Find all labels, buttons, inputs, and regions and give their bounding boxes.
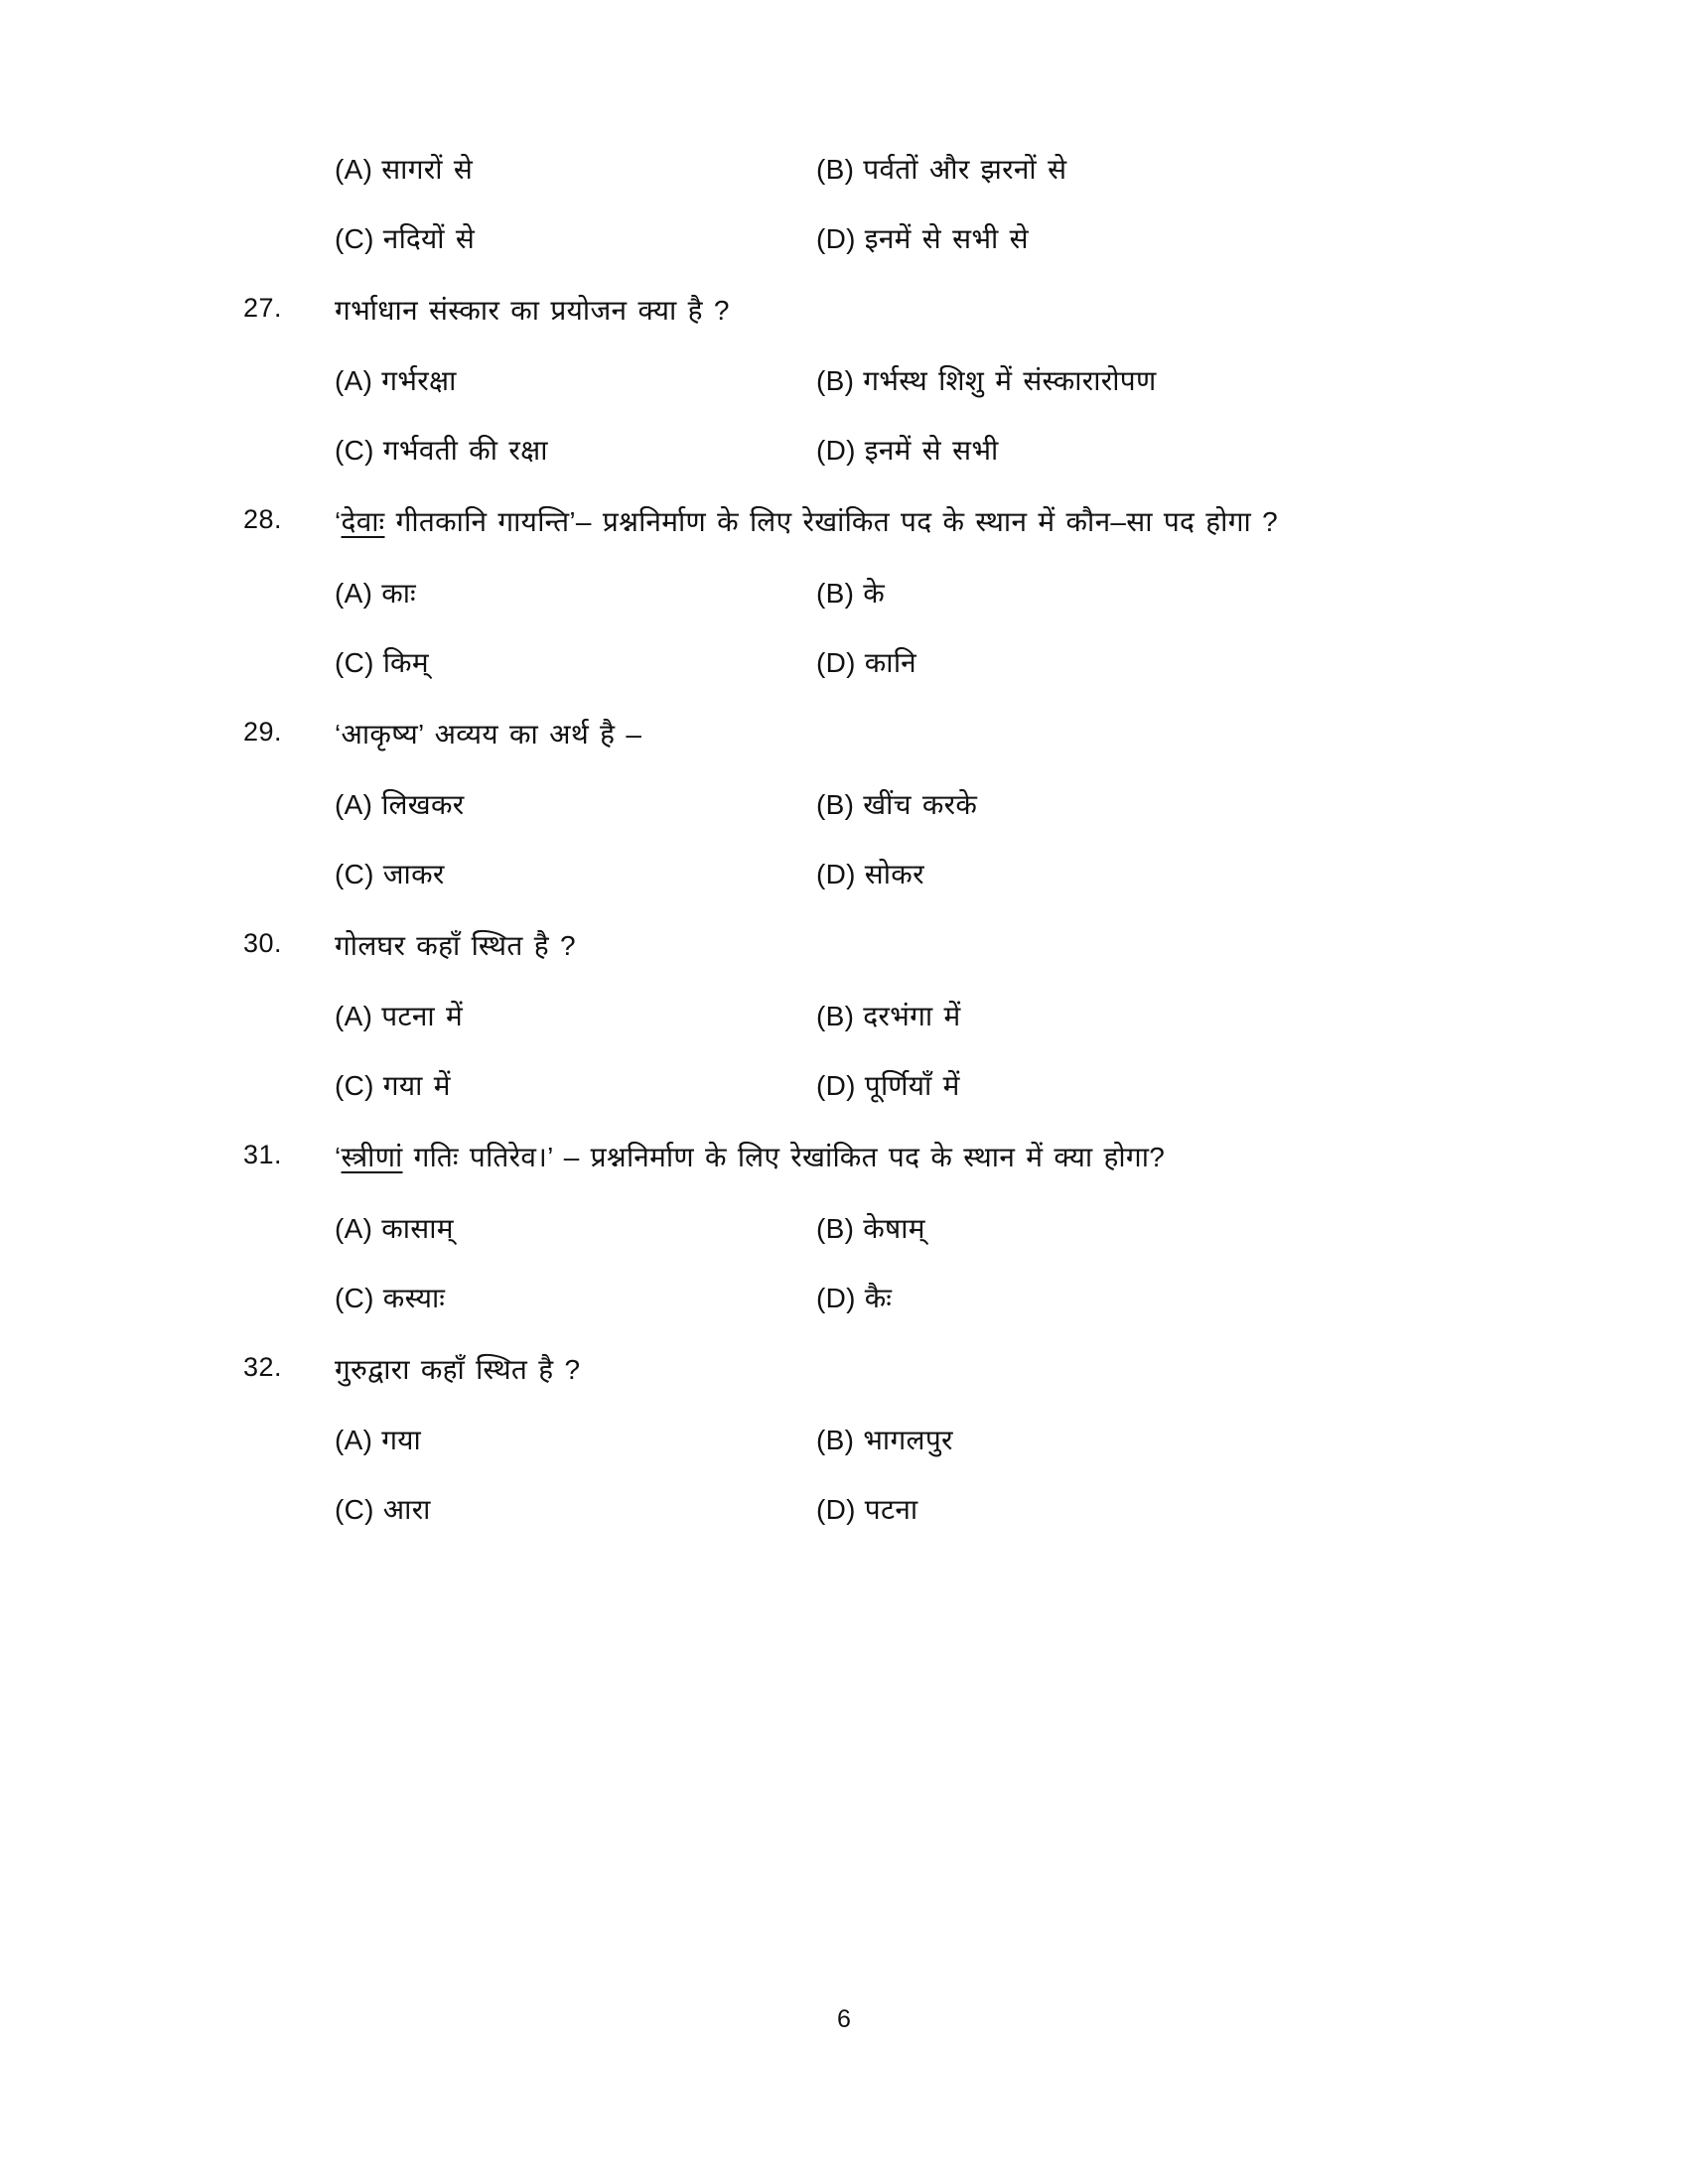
option-text: भागलपुर: [863, 1425, 953, 1456]
question-text-part: गर्भाधान संस्कार का प्रयोजन क्या है ?: [335, 295, 730, 326]
option-label: (C): [335, 1282, 374, 1313]
option-c[interactable]: [335, 218, 816, 260]
option-d[interactable]: [816, 1489, 1484, 1531]
option-label: (A): [335, 1425, 373, 1456]
option-row: [335, 1420, 1484, 1461]
option-row: [335, 430, 1484, 472]
question-text: [335, 1347, 1484, 1392]
option-a[interactable]: [335, 784, 816, 826]
option-text: पटना में: [381, 1001, 464, 1032]
underlined-term: स्त्रीणां: [341, 1142, 403, 1173]
option-text: गया में: [382, 1070, 451, 1102]
option-text: गर्भस्थ शिशु में संस्कारारोपण: [863, 365, 1157, 397]
question-block: [243, 712, 1484, 895]
underlined-term: देवाः: [341, 506, 385, 538]
question-block: [243, 923, 1484, 1107]
question-list: [243, 149, 1484, 1559]
option-text: गर्भवती की रक्षा: [382, 435, 548, 467]
question-row: [243, 923, 1484, 968]
option-a[interactable]: [335, 1420, 816, 1461]
option-text: कैः: [864, 1282, 893, 1313]
question-text: [335, 499, 1484, 544]
question-number: 31.: [243, 1140, 283, 1170]
question-row: [243, 288, 1484, 333]
option-label: (B): [816, 1001, 855, 1032]
option-d[interactable]: [816, 430, 1484, 472]
options-group: [335, 996, 1484, 1107]
option-row: [335, 784, 1484, 826]
option-b[interactable]: [816, 573, 1484, 614]
option-b[interactable]: [816, 360, 1484, 402]
option-text: पटना: [864, 1494, 918, 1526]
option-text: सोकर: [864, 859, 924, 890]
question-text: [335, 923, 1484, 968]
options-group: [335, 573, 1484, 684]
option-text: लिखकर: [381, 789, 465, 821]
page-footer: [0, 2005, 1688, 2034]
option-label: (A): [335, 154, 373, 185]
option-text: इनमें से सभी से: [864, 223, 1029, 254]
question-number: 30.: [243, 928, 283, 959]
question-text-part: गीतकानि गायन्ति’– प्रश्ननिर्माण के लिए रेखांकित पद के स्थान में कौन–सा पद होगा ?: [384, 506, 1278, 538]
questions-container: [243, 288, 1484, 1531]
option-label: (C): [335, 223, 374, 254]
question-row: [243, 712, 1484, 756]
option-label: (C): [335, 859, 374, 890]
option-text: इनमें से सभी: [864, 435, 999, 467]
option-a[interactable]: [335, 1208, 816, 1250]
option-a[interactable]: [335, 360, 816, 402]
option-label: (D): [816, 1494, 856, 1526]
option-label: (C): [335, 435, 374, 467]
options-group: [335, 1420, 1484, 1531]
option-label: (D): [816, 1070, 856, 1102]
option-label: (B): [816, 577, 855, 609]
option-label: (A): [335, 789, 373, 821]
option-label: (B): [816, 789, 855, 821]
option-a[interactable]: [335, 149, 816, 191]
question-text: [335, 1135, 1484, 1179]
question-number: 32.: [243, 1351, 283, 1382]
option-label: (D): [816, 646, 856, 678]
option-label: (C): [335, 1070, 374, 1102]
option-b[interactable]: [816, 149, 1484, 191]
option-b[interactable]: [816, 784, 1484, 826]
option-label: (A): [335, 1212, 373, 1244]
question-text-part: ‘: [335, 506, 342, 538]
question-row: [243, 1347, 1484, 1392]
option-text: जाकर: [382, 859, 445, 890]
option-b[interactable]: [816, 996, 1484, 1037]
option-c[interactable]: [335, 1065, 816, 1107]
option-b[interactable]: [816, 1420, 1484, 1461]
option-label: (C): [335, 1494, 374, 1526]
option-text: कानि: [864, 646, 916, 678]
option-text: सागरों से: [381, 154, 474, 185]
option-d[interactable]: [816, 854, 1484, 895]
option-row: [335, 996, 1484, 1037]
question-number: 29.: [243, 716, 283, 747]
option-label: (B): [816, 1425, 855, 1456]
option-c[interactable]: [335, 854, 816, 895]
question-number: 27.: [243, 293, 283, 323]
option-d[interactable]: [816, 1278, 1484, 1319]
option-label: (D): [816, 223, 856, 254]
option-text: पूर्णियाँ में: [864, 1070, 960, 1102]
option-row: [335, 573, 1484, 614]
option-text: आरा: [382, 1494, 431, 1526]
option-d[interactable]: [816, 1065, 1484, 1107]
option-c[interactable]: [335, 642, 816, 684]
option-text: केषाम्: [863, 1212, 925, 1244]
option-text: कस्याः: [382, 1282, 446, 1313]
option-d[interactable]: [816, 218, 1484, 260]
option-a[interactable]: [335, 573, 816, 614]
question-text-part: ‘आकृष्य’ अव्यय का अर्थ है –: [335, 718, 642, 750]
options-group: [335, 360, 1484, 472]
option-text: गर्भरक्षा: [381, 365, 457, 397]
question-text-part: गतिः पतिरेव।’ – प्रश्ननिर्माण के लिए रेखांकित पद के स्थान में क्या होगा?: [402, 1142, 1166, 1173]
option-row: [335, 218, 1484, 260]
question-number: 28.: [243, 504, 283, 535]
option-text: के: [863, 577, 886, 609]
option-label: (D): [816, 1282, 856, 1313]
option-row: [335, 360, 1484, 402]
option-text: किम्: [382, 646, 429, 678]
option-row: [335, 1208, 1484, 1250]
option-text: कासाम्: [381, 1212, 454, 1244]
question-text: [335, 288, 1484, 333]
option-label: (D): [816, 435, 856, 467]
option-c[interactable]: [335, 1489, 816, 1531]
option-label: (C): [335, 646, 374, 678]
option-label: (B): [816, 365, 855, 397]
option-label: (A): [335, 577, 373, 609]
option-row: [335, 149, 1484, 191]
option-row: [335, 1065, 1484, 1107]
option-text: खींच करके: [863, 789, 978, 821]
question-block: [243, 1347, 1484, 1531]
option-text: काः: [381, 577, 416, 609]
question-text: [335, 712, 1484, 756]
option-label: (A): [335, 365, 373, 397]
option-label: (A): [335, 1001, 373, 1032]
option-label: (D): [816, 859, 856, 890]
option-label: (B): [816, 1212, 855, 1244]
question-text-part: गुरुद्वारा कहाँ स्थित है ?: [335, 1353, 581, 1385]
question-block: [243, 499, 1484, 683]
question-block: [243, 288, 1484, 472]
option-text: नदियों से: [382, 223, 476, 254]
option-c[interactable]: [335, 430, 816, 472]
options-group: [335, 784, 1484, 895]
option-d[interactable]: [816, 642, 1484, 684]
carryover-options-group: [335, 149, 1484, 260]
option-text: पर्वतों और झरनों से: [863, 154, 1067, 185]
option-label: (B): [816, 154, 855, 185]
option-b[interactable]: [816, 1208, 1484, 1250]
option-row: [335, 1489, 1484, 1531]
question-text-part: गोलघर कहाँ स्थित है ?: [335, 930, 576, 962]
option-row: [335, 642, 1484, 684]
question-text-part: ‘: [335, 1142, 342, 1173]
option-c[interactable]: [335, 1278, 816, 1319]
option-text: दरभंगा में: [863, 1001, 961, 1032]
options-group: [335, 1208, 1484, 1319]
option-row: [335, 1278, 1484, 1319]
question-row: [243, 499, 1484, 544]
option-a[interactable]: [335, 996, 816, 1037]
question-block: [243, 1135, 1484, 1318]
option-row: [335, 854, 1484, 895]
option-text: गया: [381, 1425, 422, 1456]
page-number: 6: [837, 2005, 851, 2033]
question-row: [243, 1135, 1484, 1179]
